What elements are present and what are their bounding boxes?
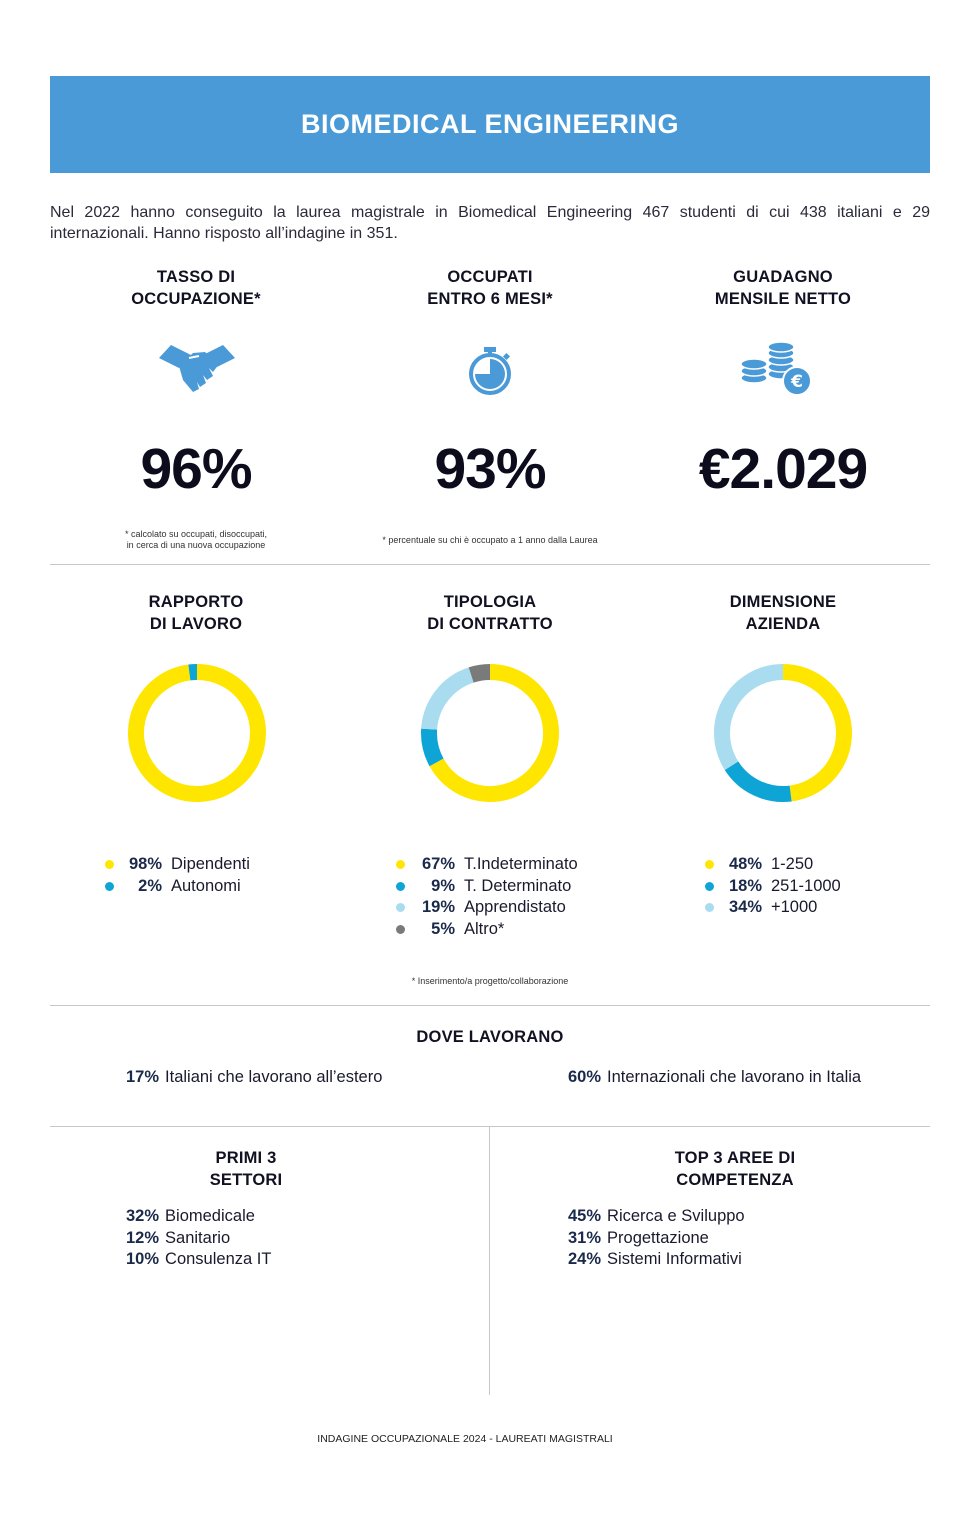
kpi-title-entro-6-mesi bbox=[390, 266, 590, 310]
contratto-footnote: * Inserimento/a progetto/collaborazione bbox=[411, 976, 569, 986]
list-item bbox=[568, 1067, 861, 1089]
list-pct: 10% bbox=[126, 1250, 160, 1268]
stopwatch-icon bbox=[465, 345, 515, 395]
list-pct: 32% bbox=[126, 1207, 160, 1225]
section-title-line: DIMENSIONE bbox=[729, 593, 837, 611]
list-label: Biomedicale bbox=[165, 1207, 255, 1225]
legend-label: +1000 bbox=[771, 898, 818, 916]
legend-contratto bbox=[396, 854, 578, 940]
section-title-contratto bbox=[390, 591, 590, 635]
divider bbox=[50, 1005, 930, 1006]
kpi-title-line: ENTRO 6 MESI* bbox=[427, 290, 553, 308]
list-label: Consulenza IT bbox=[165, 1250, 272, 1268]
divider bbox=[50, 564, 930, 565]
legend-label: T.Indeterminato bbox=[464, 855, 578, 873]
legend-dimensione bbox=[705, 854, 841, 919]
legend-pct: 34% bbox=[728, 898, 762, 916]
kpi-title-line: OCCUPATI bbox=[447, 268, 533, 286]
list-item bbox=[568, 1206, 745, 1228]
legend-label: Altro* bbox=[464, 919, 505, 938]
legend-label: Autonomi bbox=[171, 876, 241, 895]
legend-dot bbox=[705, 860, 714, 869]
legend-item bbox=[705, 897, 841, 919]
legend-pct: 9% bbox=[431, 876, 455, 895]
kpi-value-occupazione: 96% bbox=[140, 437, 252, 501]
legend-pct: 2% bbox=[138, 876, 162, 895]
donut-slice-1000 bbox=[722, 672, 783, 766]
donut-rapporto-lavoro bbox=[126, 662, 268, 804]
legend-dot bbox=[396, 882, 405, 891]
list-pct: 12% bbox=[126, 1228, 160, 1247]
legend-item bbox=[396, 919, 578, 941]
legend-dot bbox=[705, 903, 714, 912]
legend-rapporto bbox=[105, 854, 250, 897]
section-title-line: TOP 3 AREE DI bbox=[674, 1149, 796, 1167]
legend-pct: 19% bbox=[421, 898, 455, 916]
legend-pct: 18% bbox=[728, 876, 762, 895]
legend-item bbox=[396, 854, 578, 876]
donut-slice-dipendenti bbox=[136, 672, 258, 794]
legend-dot bbox=[105, 860, 114, 869]
section-title-dimensione bbox=[683, 591, 883, 635]
kpi-title-line: TASSO DI bbox=[156, 268, 236, 286]
list-item bbox=[126, 1249, 271, 1271]
legend-item bbox=[705, 876, 841, 898]
title-banner bbox=[50, 76, 930, 173]
legend-pct: 98% bbox=[128, 855, 162, 873]
legend-dot bbox=[396, 860, 405, 869]
legend-label: Dipendenti bbox=[171, 855, 250, 873]
legend-label: 251-1000 bbox=[771, 876, 841, 895]
kpi-value-guadagno: €2.029 bbox=[698, 437, 868, 501]
list-label: Ricerca e Sviluppo bbox=[607, 1207, 745, 1225]
aree-list bbox=[568, 1206, 745, 1271]
legend-item bbox=[396, 876, 578, 898]
list-label: Progettazione bbox=[607, 1228, 709, 1247]
section-title-aree bbox=[620, 1147, 850, 1191]
footnote-line: in cerca di una nuova occupazione bbox=[126, 540, 266, 550]
list-item bbox=[126, 1206, 271, 1228]
legend-pct: 5% bbox=[431, 919, 455, 938]
donut-slice-altro bbox=[471, 672, 490, 675]
list-label: Sanitario bbox=[165, 1228, 231, 1247]
dove-list-italiani bbox=[126, 1067, 382, 1089]
list-item bbox=[126, 1228, 271, 1250]
kpi-footnote-occupazione bbox=[76, 529, 316, 551]
list-label: Sistemi Informativi bbox=[607, 1250, 742, 1268]
list-pct: 24% bbox=[568, 1250, 602, 1268]
legend-item bbox=[105, 876, 250, 898]
handshake-icon bbox=[157, 342, 237, 396]
section-title-line: PRIMI 3 bbox=[215, 1149, 277, 1167]
divider bbox=[50, 1126, 930, 1127]
legend-item bbox=[705, 854, 841, 876]
settori-list bbox=[126, 1206, 271, 1271]
donut-slice-251-1000 bbox=[731, 766, 790, 794]
list-pct: 17% bbox=[126, 1068, 160, 1086]
section-title-line: DI CONTRATTO bbox=[427, 615, 553, 633]
euro-coins-icon bbox=[739, 342, 815, 398]
legend-dot bbox=[396, 925, 405, 934]
svg-text:€: € bbox=[791, 372, 803, 392]
section-title-line: AZIENDA bbox=[745, 615, 821, 633]
legend-label: Apprendistato bbox=[464, 898, 566, 916]
legend-dot bbox=[105, 882, 114, 891]
list-item bbox=[568, 1249, 745, 1271]
list-label: Italiani che lavorano all’estero bbox=[165, 1068, 383, 1086]
legend-item bbox=[396, 897, 578, 919]
legend-dot bbox=[705, 882, 714, 891]
legend-item bbox=[105, 854, 250, 876]
kpi-title-guadagno bbox=[683, 266, 883, 310]
donut-slice-apprendistato bbox=[429, 675, 471, 729]
section-title-line: DI LAVORO bbox=[149, 615, 243, 633]
kpi-footnote-entro-6-mesi bbox=[340, 535, 640, 546]
section-title-rapporto bbox=[96, 591, 296, 635]
kpi-title-occupazione bbox=[96, 266, 296, 310]
legend-pct: 67% bbox=[421, 855, 455, 873]
section-title-line: RAPPORTO bbox=[148, 593, 244, 611]
kpi-title-line: OCCUPAZIONE* bbox=[131, 290, 261, 308]
kpi-value-entro-6-mesi: 93% bbox=[434, 437, 546, 501]
legend-label: T. Determinato bbox=[464, 876, 572, 895]
list-label: Internazionali che lavorano in Italia bbox=[607, 1068, 862, 1086]
legend-label: 1-250 bbox=[771, 855, 814, 873]
dove-list-internazionali bbox=[568, 1067, 861, 1089]
section-title-settori bbox=[146, 1147, 346, 1191]
kpi-title-line: GUADAGNO bbox=[733, 268, 833, 286]
list-pct: 60% bbox=[568, 1068, 602, 1086]
donut-slice-1-250 bbox=[783, 672, 844, 794]
legend-dot bbox=[396, 903, 405, 912]
section-title-line: COMPETENZA bbox=[676, 1171, 794, 1189]
list-pct: 31% bbox=[568, 1228, 602, 1247]
page-footer: INDAGINE OCCUPAZIONALE 2024 - LAUREATI MAGISTRALI bbox=[317, 1433, 613, 1445]
section-title-line: SETTORI bbox=[209, 1171, 283, 1189]
list-item bbox=[568, 1228, 745, 1250]
donut-tipologia-contratto bbox=[419, 662, 561, 804]
list-pct: 45% bbox=[568, 1207, 602, 1225]
page-title: BIOMEDICAL ENGINEERING bbox=[300, 109, 680, 139]
vertical-divider bbox=[489, 1127, 490, 1395]
footnote-line: * percentuale su chi è occupato a 1 anno dalla Laurea bbox=[382, 535, 598, 545]
intro-text: Nel 2022 hanno conseguito la laurea magistrale in Biomedical Engineering 467 studenti di cui 438 italiani e 29 internazionali. Hanno risposto all’indagine in 351. bbox=[50, 204, 930, 242]
donut-slice-t-determinato bbox=[429, 729, 437, 762]
footnote-line: * calcolato su occupati, disoccupati, bbox=[124, 529, 268, 539]
donut-dimensione-azienda bbox=[712, 662, 854, 804]
list-item bbox=[126, 1067, 382, 1089]
kpi-title-line: MENSILE NETTO bbox=[714, 290, 852, 308]
legend-pct: 48% bbox=[728, 855, 762, 873]
section-title-dove-lavorano: DOVE LAVORANO bbox=[416, 1028, 564, 1046]
section-title-line: TIPOLOGIA bbox=[443, 593, 537, 611]
